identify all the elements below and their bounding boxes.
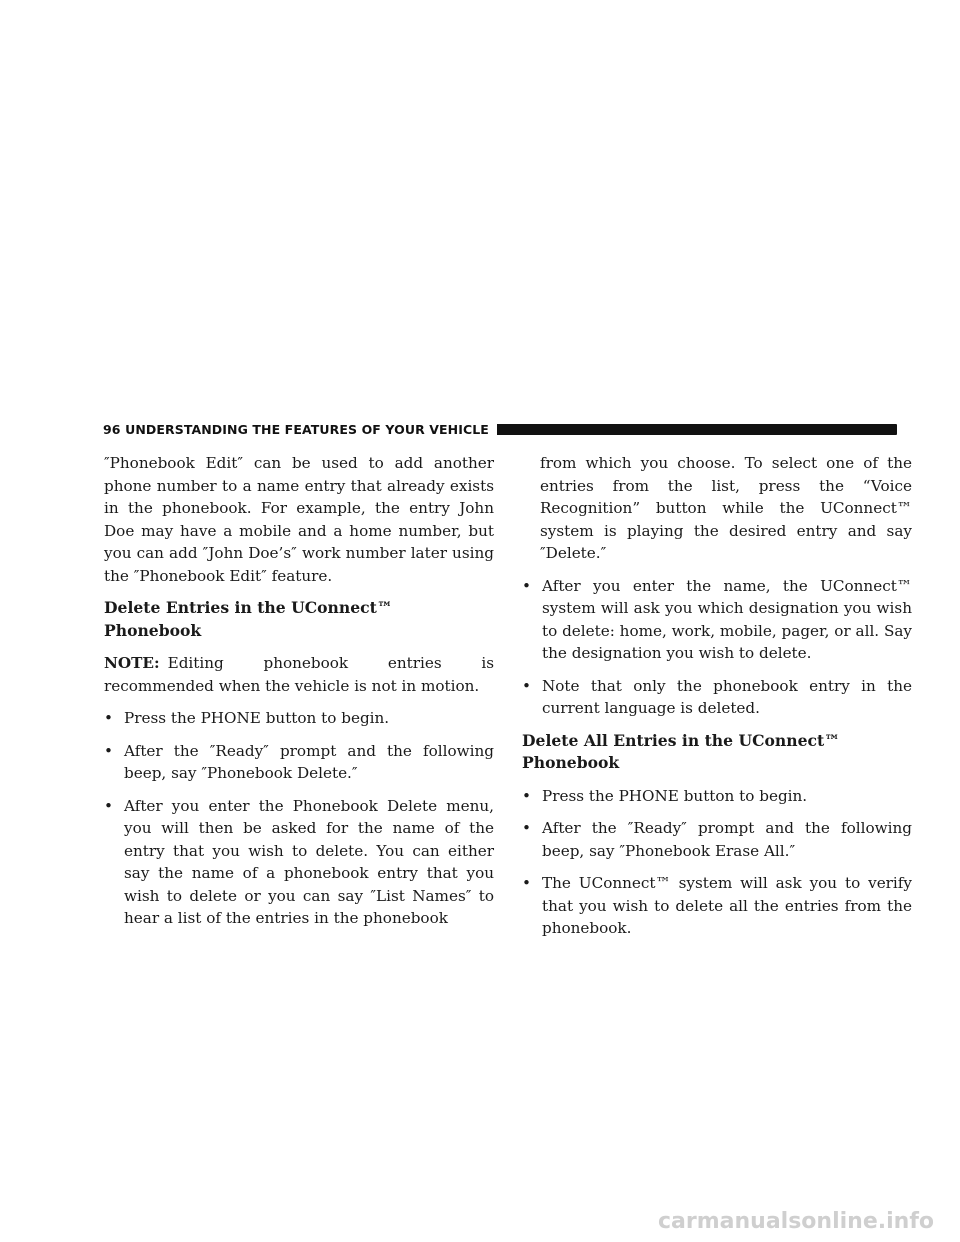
- list-item: [522, 872, 912, 940]
- note-label: NOTE:: [104, 654, 160, 672]
- page-header-title: UNDERSTANDING THE FEATURES OF YOUR VEHICLE: [125, 421, 489, 437]
- bullet-icon: •: [522, 576, 531, 595]
- header-rule-bar: [497, 424, 897, 435]
- list-item: [522, 785, 912, 808]
- bullet-icon: •: [104, 709, 113, 727]
- page-header: [103, 420, 897, 438]
- list-item-text: Press the PHONE button to begin.: [124, 709, 390, 727]
- list-item: [104, 740, 494, 785]
- delete-steps-list-continued: [522, 575, 912, 720]
- bullet-icon: •: [522, 676, 531, 695]
- page-number: 96: [103, 421, 121, 437]
- list-item: [104, 795, 494, 930]
- list-item-text: Press the PHONE button to begin.: [542, 786, 808, 805]
- list-item: [522, 575, 912, 665]
- bullet-icon: •: [522, 786, 531, 805]
- note-paragraph: [104, 652, 494, 697]
- section-title-delete-entries: Delete Entries in the UConnect™ Phonebook: [104, 598, 393, 640]
- site-watermark: carmanualsonline.info: [658, 1209, 934, 1234]
- list-item-text: After you enter the name, the UConnect™ system will ask you which designation you wish to delete: home, work, mobile, pager, or all. Say the designation you wish to delete.: [542, 576, 912, 662]
- note-text: Editing phonebook entries is recommended when the vehicle is not in motion.: [104, 654, 494, 695]
- bullet-icon: •: [104, 796, 113, 815]
- delete-steps-list: [104, 707, 494, 930]
- left-column: [104, 452, 494, 940]
- bullet-icon: •: [522, 874, 531, 892]
- intro-paragraph: ″Phonebook Edit″ can be used to add another phone number to a name entry that already exists in the phonebook. For example, the entry John Doe may have a mobile and a home number, but you can add ″John Doe’s″ work number later using the ″Phonebook Edit″ feature.: [104, 454, 494, 585]
- list-item-text: After you enter the Phonebook Delete menu, you will then be asked for the name of the entry that you wish to delete. You can either say the name of a phonebook entry that you wish to delete or you can say ″List Names″ to hear a list of the entries in the phonebook: [124, 796, 494, 927]
- bullet-icon: •: [104, 741, 113, 760]
- list-item: [522, 817, 912, 862]
- list-item-text: Note that only the phonebook entry in the current language is deleted.: [542, 676, 912, 717]
- page-header-text: [103, 422, 489, 437]
- list-item: [104, 707, 494, 730]
- list-item: [522, 675, 912, 720]
- right-column: [522, 452, 912, 950]
- delete-all-steps-list: [522, 785, 912, 940]
- section-title-delete-all: Delete All Entries in the UConnect™ Phonebook: [522, 730, 840, 772]
- continued-paragraph: from which you choose. To select one of the entries from the list, press the “Voice Recognition” button while the UConnect™ system is playing the desired entry and say ″Delete.″: [540, 454, 912, 562]
- list-item-text: The UConnect™ system will ask you to verify that you wish to delete all the entries from the phonebook.: [542, 874, 912, 937]
- list-item-text: After the ″Ready″ prompt and the following beep, say ″Phonebook Delete.″: [124, 741, 494, 782]
- list-item-text: After the ″Ready″ prompt and the following beep, say ″Phonebook Erase All.″: [542, 819, 912, 860]
- bullet-icon: •: [522, 819, 531, 837]
